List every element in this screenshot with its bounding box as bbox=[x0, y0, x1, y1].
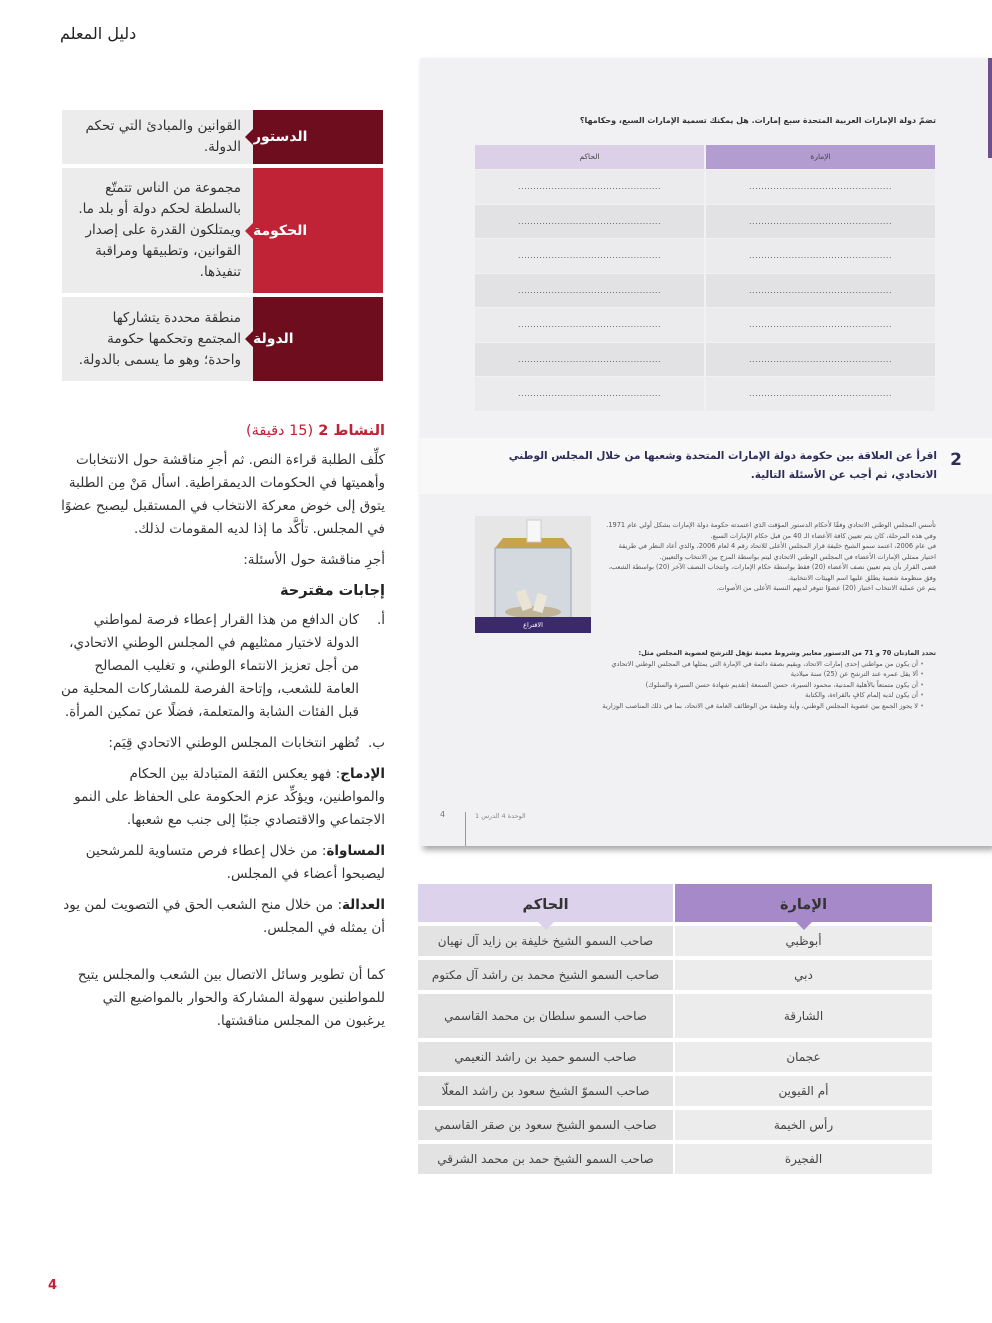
footer-divider bbox=[465, 812, 466, 846]
preview-body-text: تأسس المجلس الوطني الاتحادي وفقًا لأحكام الدستور المؤقت الذي اعتمدته حكومة دولة الإمارات بشكل أولي عام 1971. وفي هذه المرحلة، كان يتم تعيين كافة الأعضاء الـ 40 من قبل حكام الإمارات السبع. في عام 2006، اعتمد سمو الشيخ خليفة قرار المجلس الأعلى للاتحاد رقم 4 لعام 2006، والذي أعاد النظر في طريقة اختيار ممثلي الإمارات الأعضاء في المجلس الوطني الاتحادي ليتم بواسطة المزج بين الانتخاب والتعيين. قضى القرار بأن يتم تعيين نصف الأعضاء (20) فقط بواسطة حكام الإمارات، وانتخاب النصف الآخر (20) بواسطة الشعب، وفق منظومة شعبية يطلق عليها اسم الهيئات الانتخابية. يتم عن عملية الانتخاب اختيار (20) عضوًا تتوفر لديهم النسبة الأعلى من الأصوات. bbox=[606, 521, 936, 592]
table-row bbox=[418, 1144, 932, 1174]
ruler-cell: صاحب السمو الشيخ محمد بن راشد آل مكتوم bbox=[418, 960, 673, 990]
rulers-table bbox=[418, 884, 932, 1174]
definition-text: مجموعة من الناس تتمتّع بالسلطة لحكم دولة أو بلد ما. ويمتلكون القدرة على إصدار القوانين، وتطبيقها ومراقبة تنفيذها. bbox=[62, 168, 253, 293]
discussion-prompt: أجرِ مناقشة حول الأسئلة: bbox=[243, 552, 385, 568]
preview-table-row bbox=[475, 239, 935, 273]
answer-letter: ب. bbox=[367, 735, 385, 751]
criteria-item: • أن يكون متمتعاً بالأهلية المدنية، محمود السيرة، حسن السمعة (تقديم شهادة حسن السيرة والسلوك) bbox=[466, 680, 924, 691]
emirate-cell: عجمان bbox=[675, 1042, 932, 1072]
blank-cell: ............................................... bbox=[475, 274, 704, 308]
blank-cell: ............................................... bbox=[706, 274, 935, 308]
ruler-cell: صاحب السمو حميد بن راشد النعيمي bbox=[418, 1042, 673, 1072]
col-header-ruler: الحاكم bbox=[418, 884, 673, 922]
ruler-cell: صاحب السمو الشيخ حمد بن محمد الشرقي bbox=[418, 1144, 673, 1174]
blank-cell: ............................................... bbox=[475, 170, 704, 204]
blank-cell: ............................................... bbox=[706, 205, 935, 239]
col-header-emirate: الإمارة bbox=[675, 884, 932, 922]
closing-paragraph: كما أن تطوير وسائل الاتصال بين الشعب والمجلس يتيح للمواطنين سهولة المشاركة والحوار بالمواضيع التي يرغبون من المجلس مناقشتها. bbox=[77, 967, 385, 1029]
answer-a bbox=[60, 609, 385, 724]
emirate-cell: الفجيرة bbox=[675, 1144, 932, 1174]
definition-term: الدستور bbox=[253, 110, 383, 164]
answers-heading: إجابات مقترحة bbox=[280, 583, 385, 599]
answer-text: كان الدافع من هذا القرار إعطاء فرصة لمواطني الدولة لاختيار ممثليهم في المجلس الوطني الاتحادي، من أجل تعزيز الانتماء الوطني، و تغليب المصالح العامة للشعب، وإتاحة الفرصة للمشاركات المحلية من قبل الفئات الشابة والمتعلمة، فضلًا عن تمكين المرأة. bbox=[60, 612, 359, 720]
preview-col-ruler: الحاكم bbox=[475, 145, 704, 169]
table-row bbox=[418, 1042, 932, 1072]
blank-cell: ............................................... bbox=[475, 377, 704, 411]
definitions-table bbox=[62, 110, 383, 385]
definition-term: الحكومة bbox=[253, 168, 383, 293]
value-equality: المساواة: من خلال إعطاء فرص متساوية للمرشحين ليصبحوا أعضاء في المجلس. bbox=[85, 843, 385, 882]
definition-text: القوانين والمبادئ التي تحكم الدولة. bbox=[62, 110, 253, 164]
blank-cell: ............................................... bbox=[475, 205, 704, 239]
preview-question-1: تضمّ دولة الإمارات العربية المتحدة سبع إمارات. هل يمكنك تسمية الإمارات السبع، وحكامها؟ bbox=[579, 116, 936, 125]
activity-duration: (15 دقيقة) bbox=[245, 423, 314, 439]
blank-cell: ............................................... bbox=[706, 308, 935, 342]
emirate-cell: رأس الخيمة bbox=[675, 1110, 932, 1140]
criteria-item: • أن يكون من مواطني إحدى إمارات الاتحاد، ويقيم بصفة دائمة في الإمارة التي يمثلها في المجلس الوطني الاتحادي bbox=[466, 659, 924, 670]
ruler-cell: صاحب السموّ الشيخ سعود بن راشد المعلّا bbox=[418, 1076, 673, 1106]
preview-footer-text: الوحدة 4 الدرس 1 bbox=[475, 812, 526, 820]
page-edge-accent bbox=[988, 58, 992, 158]
definition-row bbox=[62, 297, 383, 381]
criteria-item: • لا يجوز الجمع بين عضوية المجلس الوطني، وأية وظيفة من الوظائف العامة في الاتحاد، بما في ذلك المناصب الوزارية bbox=[466, 701, 924, 712]
blank-cell: ............................................... bbox=[706, 343, 935, 377]
preview-table-row bbox=[475, 343, 935, 377]
table-row bbox=[418, 1110, 932, 1140]
preview-table-row bbox=[475, 170, 935, 204]
preview-col-emirate: الإمارة bbox=[706, 145, 935, 169]
preview-page-number: 4 bbox=[440, 810, 446, 819]
activity-title: النشاط 2 (15 دقيقة) bbox=[245, 423, 385, 439]
student-page-preview bbox=[420, 58, 992, 846]
definition-text: منطقة محددة يتشاركها المجتمع وتحكمها حكومة واحدة؛ وهو ما يسمى بالدولة. bbox=[62, 297, 253, 381]
criteria-item: • ألا يقل عمره عند الترشح عن (25) سنة ميلادية bbox=[466, 669, 924, 680]
blank-cell: ............................................... bbox=[475, 239, 704, 273]
preview-blank-table bbox=[475, 145, 935, 411]
table-row bbox=[418, 1076, 932, 1106]
image-caption: الاقتراع bbox=[475, 617, 591, 633]
emirate-cell: الشارقة bbox=[675, 994, 932, 1038]
answer-b bbox=[60, 732, 385, 755]
page-number: 4 bbox=[48, 1278, 58, 1293]
preview-table-row bbox=[475, 377, 935, 411]
activity-instructions: كلِّف الطلبة قراءة النص. ثم أجرِ مناقشة حول الانتخابات وأهميتها في الحكومات الديمقراطية. اسأل مَنْ مِن الطلبة يتوق إلى خوض معركة الانتخاب في المستقبل ليصبح عضوًا في المجلس. تأكَّد ما إذا لديه المقومات لذلك. bbox=[61, 452, 385, 537]
answer-letter: أ. bbox=[376, 612, 385, 628]
question-text: اقرأ عن العلاقة بين حكومة دولة الإمارات المتحدة وشعبها من خلال المجلس الوطني الاتحادي، ثم أجب عن الأسئلة التالية. bbox=[508, 450, 937, 481]
ruler-cell: صاحب السمو الشيخ سعود بن صقر القاسمي bbox=[418, 1110, 673, 1140]
blank-cell: ............................................... bbox=[706, 377, 935, 411]
value-inclusion: الإدماج: فهو يعكس الثقة المتبادلة بين الحكام والمواطنين، ويؤكِّد عزم الحكومة على الحفاظ على النمو الاجتماعي والاقتصادي جنبًا إلى جنب مع شعبها. bbox=[74, 766, 385, 828]
definition-term: الدولة bbox=[253, 297, 383, 381]
page-header-title: دليل المعلم bbox=[60, 24, 137, 43]
definition-row bbox=[62, 168, 383, 293]
activity-section bbox=[60, 420, 385, 1041]
table-row bbox=[418, 994, 932, 1038]
ruler-cell: صاحب السمو الشيخ خليفة بن زايد آل نهيان bbox=[418, 926, 673, 956]
blank-cell: ............................................... bbox=[706, 239, 935, 273]
answer-text: تُظهر انتخابات المجلس الوطني الاتحادي قِيَم: bbox=[108, 735, 359, 751]
question-number: 2 bbox=[950, 450, 962, 470]
emirate-cell: أبوظبي bbox=[675, 926, 932, 956]
blank-cell: ............................................... bbox=[475, 308, 704, 342]
table-row bbox=[418, 960, 932, 990]
blank-cell: ............................................... bbox=[475, 343, 704, 377]
ballot-box-image bbox=[475, 516, 591, 632]
criteria-title: تحدد المادتان 70 و 71 من الدستور معايير وشروط معينة تؤهل للترشح لعضوية المجلس مثل: bbox=[638, 649, 936, 657]
value-justice: العدالة: من خلال منح الشعب الحق في التصويت لمن يود أن يمثله في المجلس. bbox=[63, 897, 385, 936]
emirate-cell: أم القيوين bbox=[675, 1076, 932, 1106]
blank-cell: ............................................... bbox=[706, 170, 935, 204]
preview-criteria bbox=[466, 648, 936, 711]
definition-row bbox=[62, 110, 383, 164]
criteria-item: • أن يكون لديه إلمام كافٍ بالقراءة، والكتابة bbox=[466, 690, 924, 701]
table-row bbox=[418, 926, 932, 956]
ruler-cell: صاحب السمو سلطان بن محمد القاسمي bbox=[418, 994, 673, 1038]
preview-table-row bbox=[475, 308, 935, 342]
preview-table-row bbox=[475, 205, 935, 239]
preview-question-2 bbox=[420, 438, 992, 494]
preview-table-row bbox=[475, 274, 935, 308]
emirate-cell: دبي bbox=[675, 960, 932, 990]
